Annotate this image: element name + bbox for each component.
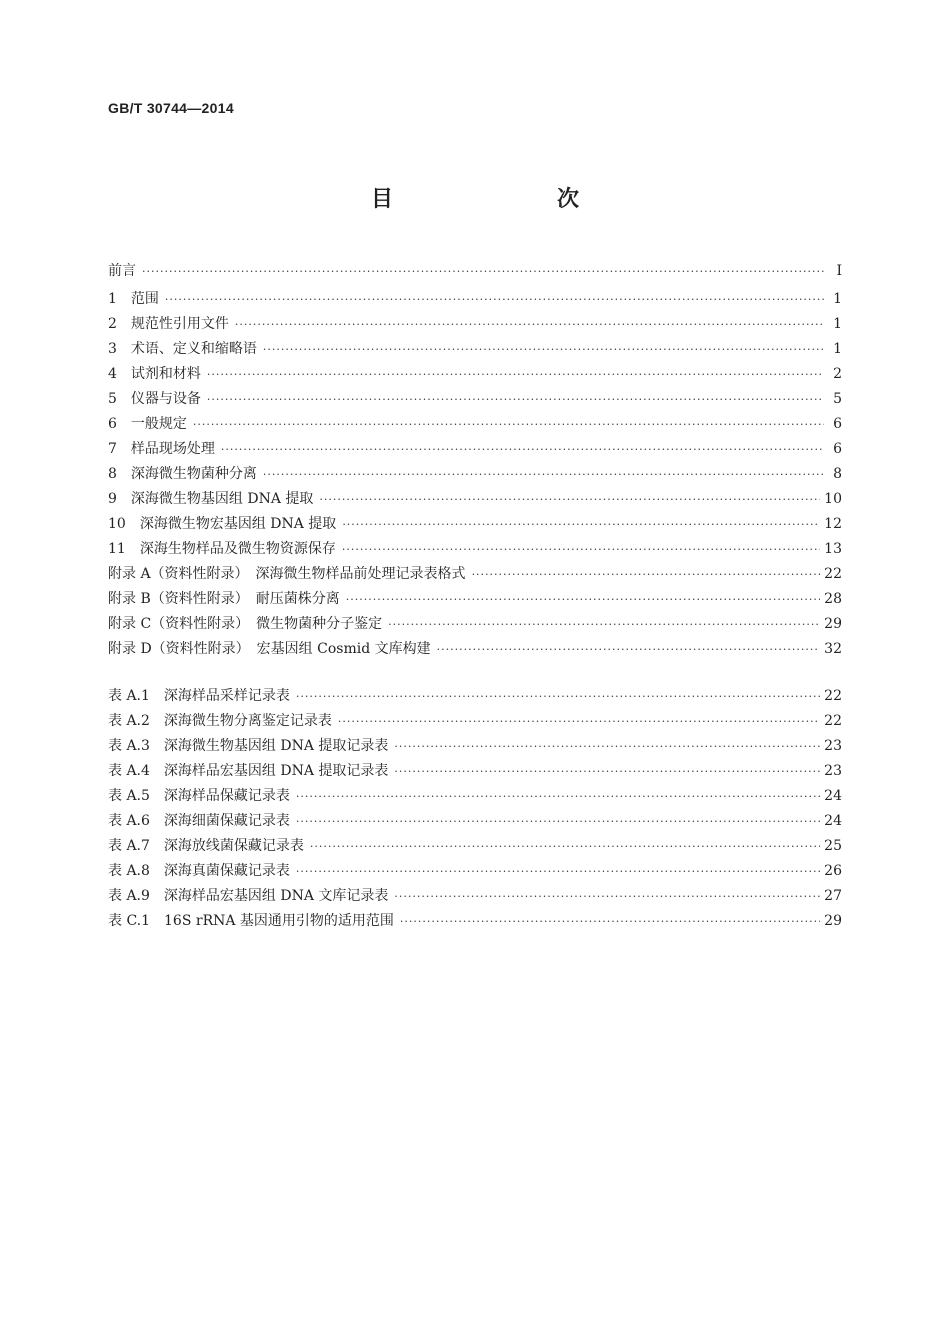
toc-entry[interactable] (108, 287, 842, 312)
toc-leader-dots (296, 784, 820, 809)
toc-leader-dots (342, 537, 820, 562)
toc-leader-dots (342, 512, 820, 537)
toc-entry-label: 表 A.2 深海微生物分离鉴定记录表 (108, 713, 332, 729)
toc-entry-page: 12 (824, 516, 842, 532)
toc-tables-section (108, 684, 842, 934)
toc-leader-dots (394, 759, 820, 784)
toc-entry-label: 附录 C（资料性附录） 微生物菌种分子鉴定 (108, 616, 383, 632)
toc-entry-page: 10 (824, 491, 842, 507)
toc-entry-page: 28 (824, 591, 842, 607)
toc-entry-page: 24 (824, 788, 842, 804)
toc-entry[interactable] (108, 884, 842, 909)
toc-leader-dots (394, 734, 820, 759)
toc-entry-label: 10 深海微生物宏基因组 DNA 提取 (108, 516, 337, 532)
toc-leader-dots (193, 412, 824, 437)
toc-leader-dots (394, 884, 820, 909)
toc-entry-label: 表 A.9 深海样品宏基因组 DNA 文库记录表 (108, 888, 389, 904)
toc-entry-page: 8 (833, 466, 842, 482)
toc-entry[interactable] (108, 537, 842, 562)
toc-entry[interactable] (108, 909, 842, 934)
toc-leader-dots (263, 462, 824, 487)
toc-leader-dots (207, 362, 824, 387)
toc-entry-label: 9 深海微生物基因组 DNA 提取 (108, 491, 314, 507)
toc-entry[interactable] (108, 734, 842, 759)
toc-entry-page: 6 (833, 441, 842, 457)
toc-entry-label: 表 A.8 深海真菌保藏记录表 (108, 863, 290, 879)
toc-entry-label: 表 A.3 深海微生物基因组 DNA 提取记录表 (108, 738, 389, 754)
toc-entry-label: 2 规范性引用文件 (108, 316, 229, 332)
toc-leader-dots (472, 562, 821, 587)
toc-entry[interactable] (108, 337, 842, 362)
toc-entry[interactable] (108, 637, 842, 662)
toc-leader-dots (235, 312, 824, 337)
toc-entry[interactable] (108, 809, 842, 834)
toc-entry-page: 22 (824, 566, 842, 582)
toc-entry-label: 附录 B（资料性附录） 耐压菌株分离 (108, 591, 340, 607)
toc-entry-label: 表 A.1 深海样品采样记录表 (108, 688, 290, 704)
toc-entry[interactable] (108, 362, 842, 387)
toc-entry-label: 11 深海生物样品及微生物资源保存 (108, 541, 336, 557)
toc-entry-page: 5 (833, 391, 842, 407)
toc-entry[interactable] (108, 512, 842, 537)
toc-entry-label: 表 A.6 深海细菌保藏记录表 (108, 813, 290, 829)
toc-entry-label: 7 样品现场处理 (108, 441, 215, 457)
toc-leader-dots (319, 487, 820, 512)
toc-entry[interactable] (108, 312, 842, 337)
toc-leader-dots (437, 637, 821, 662)
table-of-contents (108, 258, 842, 934)
toc-entry-label: 表 C.1 16S rRNA 基因通用引物的适用范围 (108, 913, 394, 929)
toc-leader-dots (338, 709, 820, 734)
toc-leader-dots (296, 859, 820, 884)
toc-leader-dots (346, 587, 820, 612)
toc-entry-page: 29 (824, 913, 842, 929)
toc-entry[interactable] (108, 834, 842, 859)
toc-entry[interactable] (108, 462, 842, 487)
toc-entry[interactable] (108, 437, 842, 462)
toc-entry-page: Ⅰ (836, 263, 842, 279)
toc-entry[interactable] (108, 859, 842, 884)
toc-entry-page: 23 (824, 738, 842, 754)
toc-entry[interactable] (108, 684, 842, 709)
toc-entry-page: 29 (824, 616, 842, 632)
toc-entry-label: 3 术语、定义和缩略语 (108, 341, 257, 357)
toc-leader-dots (310, 834, 820, 859)
toc-entry-label: 表 A.7 深海放线菌保藏记录表 (108, 838, 304, 854)
toc-entry-label: 4 试剂和材料 (108, 366, 201, 382)
toc-entry[interactable] (108, 784, 842, 809)
toc-entry-label: 附录 D（资料性附录） 宏基因组 Cosmid 文库构建 (108, 641, 431, 657)
toc-entry-label: 表 A.4 深海样品宏基因组 DNA 提取记录表 (108, 763, 389, 779)
toc-entry-label: 附录 A（资料性附录） 深海微生物样品前处理记录表格式 (108, 566, 466, 582)
toc-entry-page: 32 (824, 641, 842, 657)
toc-leader-dots (165, 287, 824, 312)
toc-entry-page: 22 (824, 713, 842, 729)
toc-leader-dots (142, 259, 824, 285)
toc-entry-page: 26 (824, 863, 842, 879)
toc-entry-page: 2 (833, 366, 842, 382)
toc-entry-page: 25 (824, 838, 842, 854)
toc-entry-label: 8 深海微生物菌种分离 (108, 466, 257, 482)
toc-entry-page: 27 (824, 888, 842, 904)
toc-entry[interactable] (108, 759, 842, 784)
toc-entry-page: 23 (824, 763, 842, 779)
toc-entry-label: 6 一般规定 (108, 416, 187, 432)
toc-entry[interactable] (108, 587, 842, 612)
toc-entry[interactable] (108, 487, 842, 512)
toc-entry-page: 6 (833, 416, 842, 432)
toc-section-gap (108, 662, 842, 684)
toc-entry-page: 1 (833, 316, 842, 332)
toc-entry[interactable] (108, 612, 842, 637)
toc-entry-page: 1 (833, 291, 842, 307)
toc-leader-dots (207, 387, 824, 412)
toc-entry-label: 表 A.5 深海样品保藏记录表 (108, 788, 290, 804)
toc-entry-label: 1 范围 (108, 291, 159, 307)
standard-code: GB/T 30744—2014 (108, 100, 234, 116)
page-title: 目 次 (370, 187, 619, 212)
toc-entry[interactable] (108, 562, 842, 587)
toc-entry[interactable] (108, 258, 842, 287)
toc-entry-label: 前言 (108, 263, 136, 279)
toc-entry-label: 5 仪器与设备 (108, 391, 201, 407)
toc-leader-dots (263, 337, 824, 362)
toc-entry[interactable] (108, 412, 842, 437)
toc-main-section (108, 258, 842, 662)
toc-entry[interactable] (108, 387, 842, 412)
toc-leader-dots (388, 612, 820, 637)
toc-entry-page: 24 (824, 813, 842, 829)
toc-leader-dots (296, 684, 820, 709)
toc-entry[interactable] (108, 709, 842, 734)
toc-entry-page: 1 (833, 341, 842, 357)
toc-leader-dots (296, 809, 820, 834)
toc-entry-page: 13 (824, 541, 842, 557)
toc-leader-dots (221, 437, 824, 462)
toc-entry-page: 22 (824, 688, 842, 704)
toc-leader-dots (400, 909, 820, 934)
